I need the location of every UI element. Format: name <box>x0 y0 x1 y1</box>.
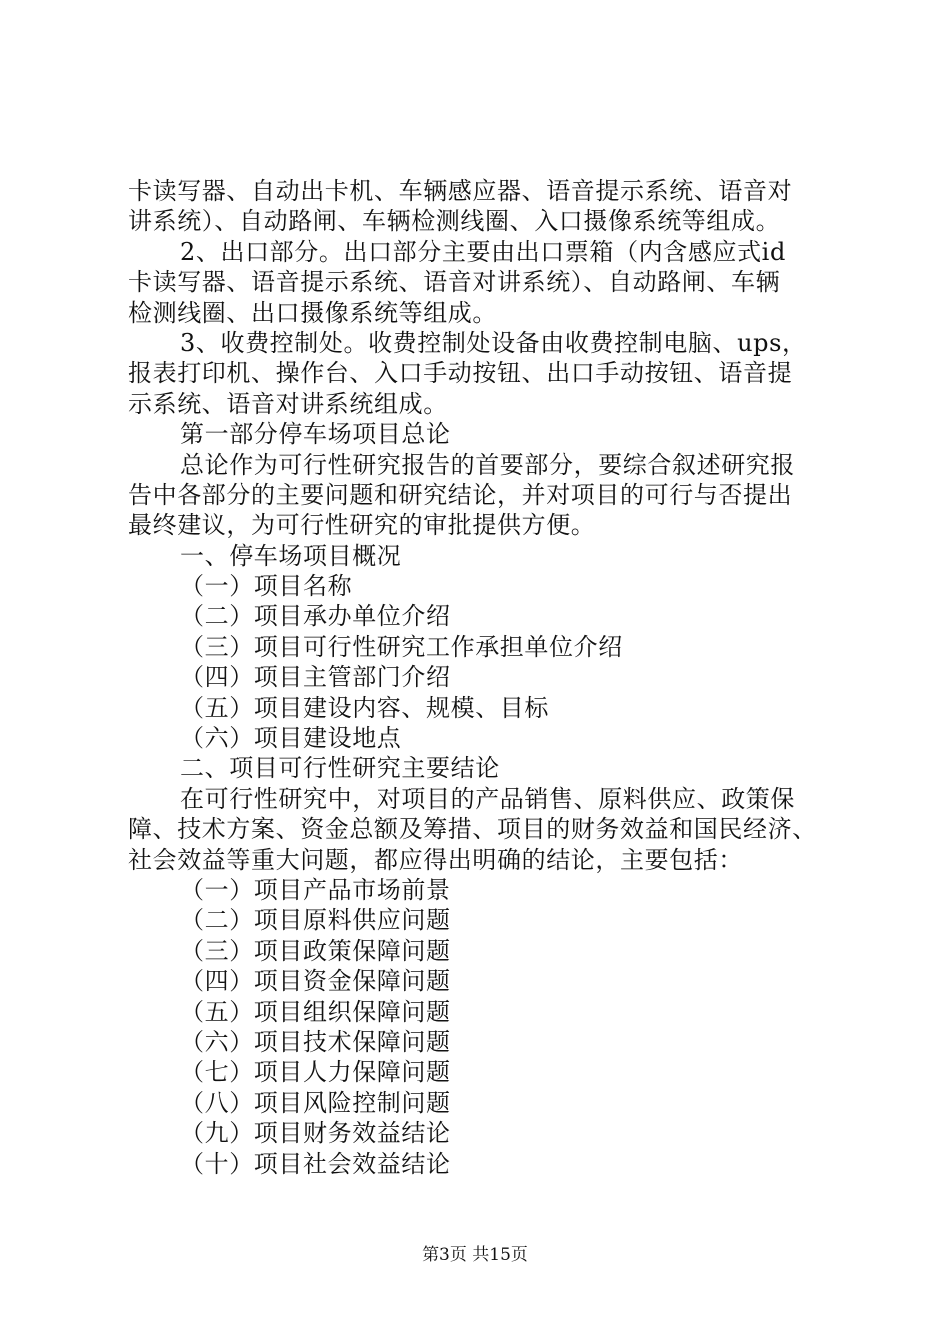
text-line: 报表打印机、操作台、入口手动按钮、出口手动按钮、语音提 <box>128 359 793 388</box>
text-line: （三）项目政策保障问题 <box>180 936 451 965</box>
text-line: 社会效益等重大问题，都应得出明确的结论，主要包括： <box>128 845 743 874</box>
text-line: 总论作为可行性研究报告的首要部分，要综合叙述研究报 <box>180 450 795 479</box>
text-line: （五）项目建设内容、规模、目标 <box>180 693 549 722</box>
text-line: （六）项目建设地点 <box>180 724 402 753</box>
text-line: 第一部分停车场项目总论 <box>180 420 451 449</box>
page-footer: 第3页 共15页 <box>422 1245 528 1265</box>
text-line: （一）项目名称 <box>180 572 353 601</box>
text-line: 一、停车场项目概况 <box>180 541 402 570</box>
text-line: 检测线圈、出口摄像系统等组成。 <box>128 298 497 327</box>
document-body <box>128 176 838 1179</box>
text-line: 二、项目可行性研究主要结论 <box>180 754 500 783</box>
text-line: （一）项目产品市场前景 <box>180 875 451 904</box>
text-line: （八）项目风险控制问题 <box>180 1088 451 1117</box>
text-line: （二）项目承办单位介绍 <box>180 602 451 631</box>
text-line: （四）项目资金保障问题 <box>180 967 451 996</box>
text-line: （九）项目财务效益结论 <box>180 1119 451 1148</box>
text-line: 障、技术方案、资金总额及筹措、项目的财务效益和国民经济、 <box>128 815 817 844</box>
text-line: 讲系统）、自动路闸、车辆检测线圈、入口摄像系统等组成。 <box>128 207 781 236</box>
text-line: （十）项目社会效益结论 <box>180 1149 451 1178</box>
text-line: （六）项目技术保障问题 <box>180 1027 451 1056</box>
text-line: （二）项目原料供应问题 <box>180 906 451 935</box>
text-line: 示系统、语音对讲系统组成。 <box>128 389 448 418</box>
text-line: （四）项目主管部门介绍 <box>180 663 451 692</box>
text-line: 告中各部分的主要问题和研究结论，并对项目的可行与否提出 <box>128 480 793 509</box>
text-line: 在可行性研究中，对项目的产品销售、原料供应、政策保 <box>180 784 795 813</box>
text-line: 卡读写器、语音提示系统、语音对讲系统）、自动路闸、车辆 <box>128 268 781 297</box>
text-line: 3、收费控制处。收费控制处设备由收费控制电脑、ups， <box>180 328 807 357</box>
text-line: （五）项目组织保障问题 <box>180 997 451 1026</box>
text-line: （三）项目可行性研究工作承担单位介绍 <box>180 632 623 661</box>
text-line: 最终建议，为可行性研究的审批提供方便。 <box>128 511 596 540</box>
text-line: 卡读写器、自动出卡机、车辆感应器、语音提示系统、语音对 <box>128 177 793 205</box>
text-line: （七）项目人力保障问题 <box>180 1058 451 1087</box>
text-line: 2、出口部分。出口部分主要由出口票箱（内含感应式id <box>180 237 786 266</box>
